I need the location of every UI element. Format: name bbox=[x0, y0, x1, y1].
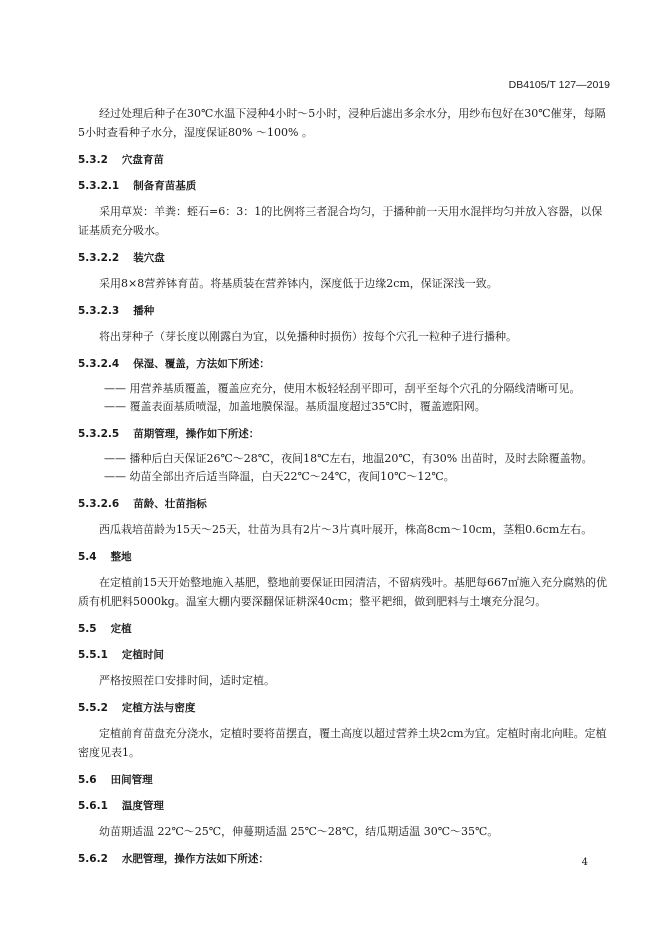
section-number: 5.3.2.4 bbox=[78, 358, 120, 370]
section-title: 温度管理 bbox=[121, 800, 164, 812]
section-number: 5.5.2 bbox=[78, 702, 108, 714]
section-title: 定植时间 bbox=[121, 649, 164, 661]
document-body bbox=[78, 104, 610, 875]
section-heading bbox=[78, 549, 610, 565]
document-id-header: DB4105/T 127—2019 bbox=[508, 79, 610, 91]
section-title: 制备育苗基质 bbox=[133, 180, 197, 192]
section-title: 装穴盘 bbox=[133, 252, 165, 264]
paragraph: 采用草炭：羊粪：蛭石=6：3：1的比例将三者混合均匀，于播种前一天用水混拌均匀并放入容器，以保证基质充分吸水。 bbox=[78, 205, 603, 237]
paragraph: 幼苗期适温 22℃～25℃，伸蔓期适温 25℃～28℃，结瓜期适温 30℃～35℃。 bbox=[99, 825, 499, 838]
section-number: 5.6.2 bbox=[78, 853, 108, 865]
dash-list-item: —— 播种后白天保证26℃～28℃，夜间18℃左右，地温20℃，有30% 出苗时，及时去除覆盖物。 bbox=[104, 452, 593, 465]
page-number: 4 bbox=[581, 857, 588, 868]
section-number: 5.4 bbox=[78, 551, 97, 563]
section-number: 5.3.2.1 bbox=[78, 180, 120, 192]
section-number: 5.3.2.5 bbox=[78, 428, 120, 440]
section-heading bbox=[78, 798, 610, 814]
section-heading bbox=[78, 700, 610, 716]
section-heading bbox=[78, 496, 610, 512]
section-heading bbox=[78, 426, 610, 442]
section-number: 5.3.2 bbox=[78, 154, 108, 166]
paragraph: 采用8×8营养钵育苗。将基质装在营养钵内，深度低于边缘2cm，保证深浅一致。 bbox=[99, 277, 498, 290]
section-title: 苗期管理，操作如下所述： bbox=[133, 428, 260, 440]
section-title: 定植 bbox=[110, 623, 132, 635]
paragraph: 经过处理后种子在30℃水温下浸种4小时～5小时，浸种后滤出多余水分，用纱布包好在30℃催芽，每隔5小时查看种子水分，湿度保证80% ～100% 。 bbox=[78, 107, 606, 139]
paragraph: 严格按照茬口安排时间，适时定植。 bbox=[99, 674, 275, 687]
paragraph: 在定植前15天开始整地施入基肥，整地前要保证田园清洁，不留病残叶。基肥每667㎡施入充分腐熟的优质有机肥料5000kg。温室大棚内要深翻保证耕深40cm；整平耙细，做到肥料与土壤充分混匀。 bbox=[78, 576, 607, 608]
section-title: 穴盘育苗 bbox=[121, 154, 164, 166]
section-heading bbox=[78, 772, 610, 788]
section-number: 5.3.2.2 bbox=[78, 252, 120, 264]
section-heading bbox=[78, 152, 610, 168]
section-title: 田间管理 bbox=[110, 774, 153, 786]
paragraph: 将出芽种子（芽长度以刚露白为宜，以免播种时损伤）按每个穴孔一粒种子进行播种。 bbox=[99, 330, 517, 343]
section-heading bbox=[78, 303, 610, 319]
section-heading bbox=[78, 851, 610, 867]
dash-list-item: —— 幼苗全部出齐后适当降温，白天22℃～24℃，夜间10℃～12℃。 bbox=[104, 470, 455, 483]
section-title: 保湿、覆盖，方法如下所述： bbox=[133, 358, 270, 370]
section-title: 整地 bbox=[110, 551, 132, 563]
section-heading bbox=[78, 356, 610, 372]
paragraph: 定植前育苗盘充分浇水，定植时要将苗摆直，覆土高度以超过营养土块2cm为宜。定植时南北向畦。定植密度见表1。 bbox=[78, 727, 607, 759]
section-number: 5.5 bbox=[78, 623, 97, 635]
section-title: 播种 bbox=[133, 305, 155, 317]
section-heading bbox=[78, 250, 610, 266]
dash-list-item: —— 覆盖表面基质喷湿，加盖地膜保湿。基质温度超过35℃时，覆盖遮阳网。 bbox=[104, 400, 486, 413]
section-number: 5.3.2.6 bbox=[78, 498, 120, 510]
section-number: 5.6 bbox=[78, 774, 97, 786]
section-heading bbox=[78, 178, 610, 194]
section-heading bbox=[78, 647, 610, 663]
paragraph: 西瓜栽培苗龄为15天～25天，壮苗为具有2片～3片真叶展开，株高8cm～10cm，茎粗0.6cm左右。 bbox=[99, 523, 593, 536]
dash-list-item: —— 用营养基质覆盖，覆盖应充分，使用木板轻轻刮平即可，刮平至每个穴孔的分隔线清晰可见。 bbox=[104, 382, 581, 395]
section-title: 定植方法与密度 bbox=[121, 702, 196, 714]
section-number: 5.3.2.3 bbox=[78, 305, 120, 317]
section-number: 5.6.1 bbox=[78, 800, 108, 812]
section-number: 5.5.1 bbox=[78, 649, 108, 661]
section-heading bbox=[78, 621, 610, 637]
section-title: 水肥管理，操作方法如下所述： bbox=[121, 853, 269, 865]
section-title: 苗龄、壮苗指标 bbox=[133, 498, 207, 510]
